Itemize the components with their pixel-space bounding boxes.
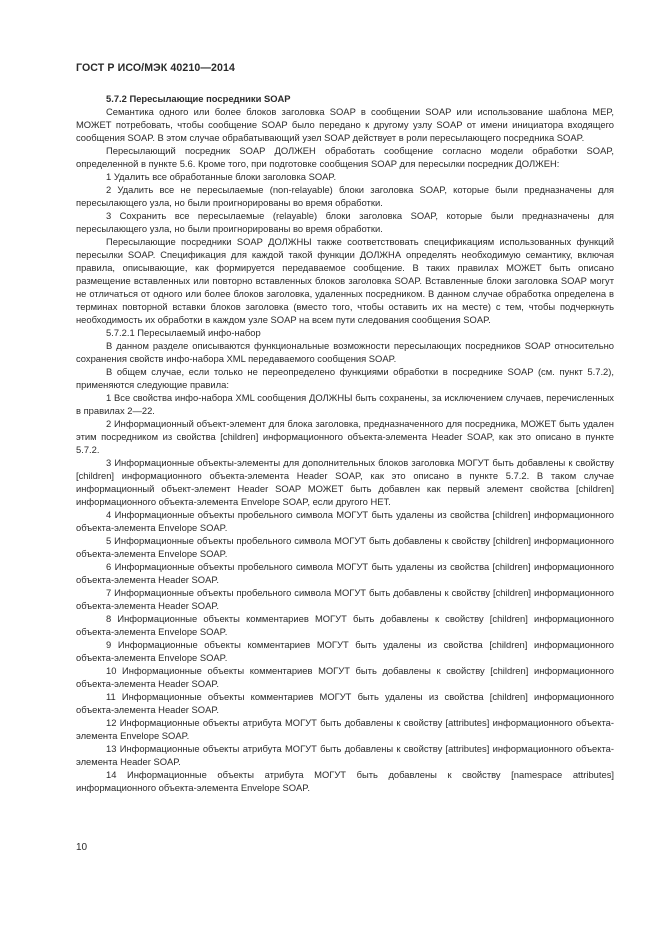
paragraph: Пересылающие посредники SOAP ДОЛЖНЫ также соответствовать спецификациям использованных функций пересылки SOAP. Спецификация для каждой такой функции ДОЛЖНА определять необходимую семантику, включая правила, описывающие, как формируется передаваемое сообщение. В таких правилах МОЖЕТ быть описано размещение вставленных или повторно вставленных блоков заголовка SOAP. Вставленные блоки заголовка SOAP могут не отличаться от одного или более блоков заголовка, удаленных посредником. В данном случае обработка определена в терминах повторной вставки блоков заголовка (вместо того, чтобы оставить их на месте) с тем, чтобы подчеркнуть необходимость их обработки в каждом узле SOAP на всем пути следования сообщения SOAP. (76, 236, 614, 325)
document-header: ГОСТ Р ИСО/МЭК 40210—2014 (76, 62, 235, 74)
paragraph: В данном разделе описываются функциональные возможности пересылающих посредников SOAP относительно сохранения свойств инфо-набора XML передаваемого сообщения SOAP. (76, 340, 614, 364)
rule-item: 7 Информационные объекты пробельного символа МОГУТ быть добавлены к свойству [children] информационного объекта-элемента Header SOAP. (76, 587, 614, 611)
rule-item: 8 Информационные объекты комментариев МОГУТ быть добавлены к свойству [children] информационного объекта-элемента Envelope SOAP. (76, 613, 614, 637)
list-item: 2 Удалить все не пересылаемые (non-relayable) блоки заголовка SOAP, которые были предназначены для пересылающего узла, но были проигнорированы во время обработки. (76, 184, 614, 208)
document-body (76, 92, 614, 794)
rule-item: 11 Информационные объекты комментариев МОГУТ быть удалены из свойства [children] информационного объекта-элемента Header SOAP. (76, 691, 614, 715)
rule-item: 6 Информационные объекты пробельного символа МОГУТ быть удалены из свойства [children] информационного объекта-элемента Header SOAP. (76, 561, 614, 585)
list-item: 3 Сохранить все пересылаемые (relayable) блоки заголовка SOAP, которые были предназначены для пересылающего узла, но были проигнорированы во время обработки. (76, 210, 614, 234)
paragraph: В общем случае, если только не переопределено функциями обработки в посреднике SOAP (см. пункт 5.7.2), применяются следующие правила: (76, 366, 614, 390)
rule-item: 1 Все свойства инфо-набора XML сообщения ДОЛЖНЫ быть сохранены, за исключением случаев, перечисленных в правилах 2—22. (76, 392, 614, 416)
rule-item: 10 Информационные объекты комментариев МОГУТ быть добавлены к свойству [children] информационного объекта-элемента Header SOAP. (76, 665, 614, 689)
rule-item: 13 Информационные объекты атрибута МОГУТ быть добавлены к свойству [attributes] информационного объекта-элемента Header SOAP. (76, 743, 614, 767)
section-title: 5.7.2 Пересылающие посредники SOAP (106, 93, 291, 104)
list-item: 1 Удалить все обработанные блоки заголовка SOAP. (106, 171, 337, 182)
rule-item: 14 Информационные объекты атрибута МОГУТ быть добавлены к свойству [namespace attributes] информационного объекта-элемента Envelope SOAP. (76, 769, 614, 793)
paragraph: Пересылающий посредник SOAP ДОЛЖЕН обработать сообщение согласно модели обработки SOAP, определенной в пункте 5.6. Кроме того, при подготовке сообщения SOAP для пересылки посредник ДОЛЖЕН: (76, 145, 614, 169)
subsection-title: 5.7.2.1 Пересылаемый инфо-набор (106, 327, 261, 338)
paragraph: Семантика одного или более блоков заголовка SOAP в сообщении SOAP или использование шаблона MEP, МОЖЕТ потребовать, чтобы сообщение SOAP было передано к другому узлу SOAP от имени инициатора входящего сообщения SOAP. В этом случае обрабатывающий узел SOAP действует в роли пересылающего посредника SOAP. (76, 106, 614, 143)
rule-item: 2 Информационный объект-элемент для блока заголовка, предназначенного для посредника, МОЖЕТ быть удален этим посредником из свойства [children] информационного объекта-элемента Header SOAP, как это описано в пункте 5.7.2. (76, 418, 614, 455)
rule-item: 9 Информационные объекты комментариев МОГУТ быть удалены из свойства [children] информационного объекта-элемента Envelope SOAP. (76, 639, 614, 663)
rule-item: 4 Информационные объекты пробельного символа МОГУТ быть удалены из свойства [children] информационного объекта-элемента Envelope SOAP. (76, 509, 614, 533)
page-number: 10 (76, 842, 88, 853)
rule-item: 3 Информационные объекты-элементы для дополнительных блоков заголовка МОГУТ быть добавлены к свойству [children] информационного объекта-элемента Header SOAP, как это описано в пункте 5.7.2. В таком случае информационный объект-элемент Header SOAP МОЖЕТ быть добавлен как первый элемент свойства [children] информационного объекта-элемента Envelope SOAP, если другого НЕТ. (76, 457, 614, 507)
rule-item: 5 Информационные объекты пробельного символа МОГУТ быть добавлены к свойству [children] информационного объекта-элемента Envelope SOAP. (76, 535, 614, 559)
rule-item: 12 Информационные объекты атрибута МОГУТ быть добавлены к свойству [attributes] информационного объекта-элемента Envelope SOAP. (76, 717, 614, 741)
